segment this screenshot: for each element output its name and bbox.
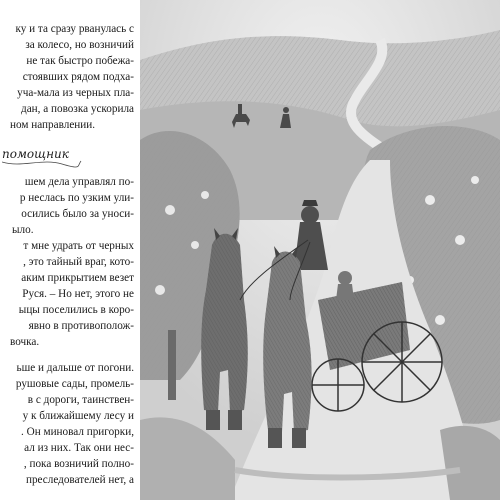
text-line: ьше и дальше от погони. — [16, 362, 134, 374]
text-line: уча-мала из черных пла- — [17, 87, 134, 99]
text-line: дан, а повозка ускорила — [21, 103, 134, 115]
text-line: ку и та сразу рванулась с — [15, 23, 134, 35]
text-line: аким прикрытием везет — [21, 272, 134, 284]
illustration-drawing — [140, 0, 500, 500]
text-line: . Он миновал пригорки, — [21, 426, 134, 438]
text-line: стоявших рядом подха- — [22, 71, 134, 83]
text-line: не так быстро побежа- — [26, 55, 134, 67]
text-line: т мне удрать от черных — [23, 240, 134, 252]
text-line: , это тайный враг, кото- — [23, 256, 134, 268]
text-line: ыцы поселились в коро- — [18, 304, 134, 316]
text-line: ном направлении. — [10, 119, 96, 131]
text-line: ал из них. Так они нес- — [24, 442, 134, 454]
text-line: ыло. — [12, 224, 34, 236]
left-tree-trunk — [168, 330, 176, 400]
text-line: у к ближайшему лесу и — [22, 410, 134, 422]
text-column — [0, 0, 140, 500]
section-heading — [2, 147, 69, 161]
text-line: явно в противополож- — [28, 320, 134, 332]
text-line: Руся. – Но нет, этого не — [22, 288, 134, 300]
text-line: шем дела управлял по- — [24, 176, 134, 188]
text-line: в с дороги, таинствен- — [27, 394, 134, 406]
foreground-grass-right — [440, 426, 500, 500]
text-line: осились было за уноси- — [21, 208, 134, 220]
heading-underline-flourish — [2, 156, 82, 170]
text-line: р неслась по узким ули- — [19, 192, 134, 204]
text-line: за колесо, но возничий — [25, 39, 134, 51]
section-heading-text: помощник — [2, 147, 69, 161]
text-line: рушовые сады, промель- — [15, 378, 134, 390]
text-line: вочка. — [10, 336, 40, 348]
text-line: , пока возничий полно- — [23, 458, 134, 470]
cart-rear-wheel — [362, 322, 442, 402]
text-line: преследователей нет, а — [25, 474, 134, 486]
cart-passenger — [336, 271, 354, 300]
pencil-illustration — [140, 0, 500, 500]
cart-front-wheel — [312, 359, 364, 411]
